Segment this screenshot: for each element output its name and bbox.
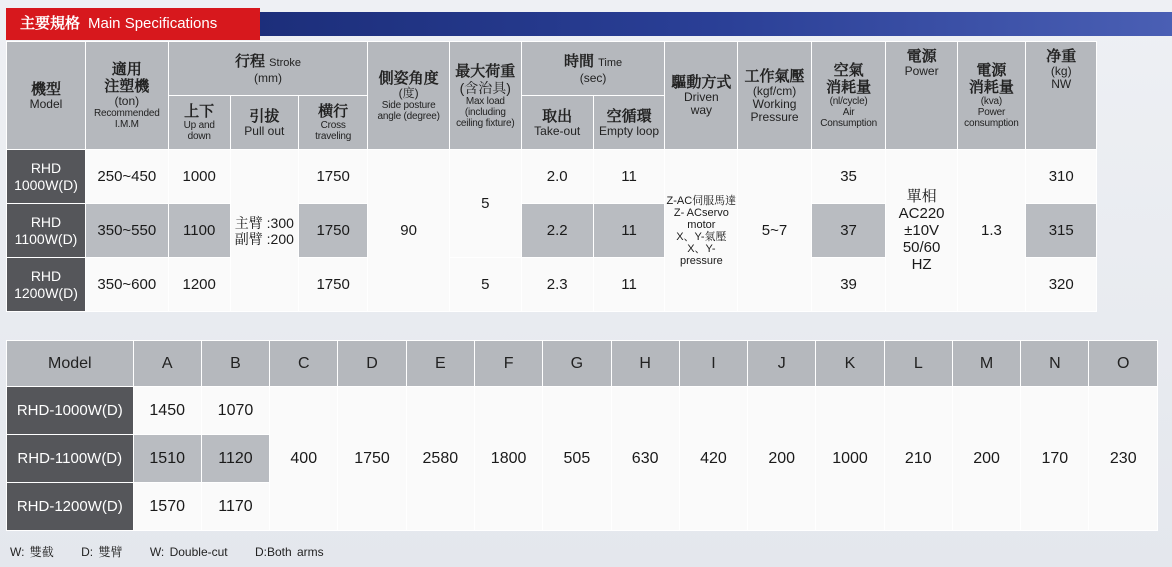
cell-power: 單相 AC220 ±10V 50/60 HZ [886,150,957,312]
dims-cell-e: 2580 [406,387,474,531]
cell-powercons: 1.3 [957,150,1025,312]
spec-header-row-1 [7,42,1158,96]
section-title [6,8,260,40]
cell-model: RHD 1100W(D) [7,204,86,258]
col-takeout [521,96,593,150]
col-updown-zh: 上下 [184,103,215,120]
cell-updown: 1000 [168,150,230,204]
col-angle-en: Side posture angle (degree) [377,99,440,122]
cell-takeout: 2.2 [521,204,593,258]
dims-col-m: M [952,341,1020,387]
cell-takeout: 2.3 [521,258,593,312]
dims-col-k: K [816,341,884,387]
col-nw-en: NW [1051,77,1072,91]
col-updown-en: Up and down [183,120,215,142]
dims-cell-k: 1000 [816,387,884,531]
cell-nw: 310 [1026,150,1097,204]
col-pullout-zh: 引拔 [249,107,280,125]
dims-cell-a: 1570 [133,483,201,531]
dims-cell-model: RHD-1100W(D) [7,435,134,483]
cell-angle: 90 [368,150,450,312]
col-time [521,42,665,96]
col-maxload-zh: 最大荷重 [455,62,516,80]
col-maxload-sub: (含治具) [459,79,511,96]
col-time-unit: (sec) [579,70,607,85]
cell-pullout: 主臂 :300 副臂 :200 [230,150,298,312]
dims-col-e: E [406,341,474,387]
cell-emptyloop: 11 [593,204,665,258]
col-powercons [957,42,1025,150]
col-takeout-zh: 取出 [542,107,573,125]
col-air-en: Air Consumption [820,107,877,129]
cell-air: 39 [811,258,886,312]
col-time-zh: 時間 [563,52,594,70]
col-nw-zh: 净重 [1046,48,1077,65]
cell-model: RHD 1200W(D) [7,258,86,312]
col-angle [368,42,450,150]
col-pressure [738,42,812,150]
dims-cell-o: 230 [1089,387,1158,531]
dims-cell-b: 1170 [201,483,269,531]
dims-col-d: D [338,341,406,387]
dims-row [7,387,1158,435]
col-pullout-en: Pull out [244,123,285,138]
cell-cross: 1750 [298,150,367,204]
col-imm [85,42,168,150]
section-header [0,8,1172,40]
dims-cell-d: 1750 [338,387,406,531]
col-pressure-unit: (kgf/cm) [752,83,797,98]
dims-col-i: I [679,341,747,387]
col-stroke-zh: 行程 [234,52,265,70]
cell-air: 35 [811,150,886,204]
col-cross-zh: 横行 [318,103,349,120]
col-takeout-en: Take-out [534,123,581,138]
col-air [811,42,886,150]
dims-cell-f: 1800 [474,387,542,531]
col-powercons-unit: (kva) [980,96,1003,107]
col-model-zh: 機型 [30,80,61,98]
dims-cell-b: 1120 [201,435,269,483]
cell-nw: 320 [1026,258,1097,312]
col-pressure-en: Working Pressure [750,96,799,124]
dims-col-model: Model [7,341,134,387]
header-accent-bar [250,12,1172,36]
col-imm-zh: 適用 注塑機 [104,61,150,95]
dims-col-c: C [270,341,338,387]
dims-col-f: F [474,341,542,387]
dims-cell-a: 1510 [133,435,201,483]
cell-imm: 250~450 [85,150,168,204]
col-emptyloop-zh: 空循環 [606,107,652,125]
spec-row [7,150,1158,204]
col-powercons-en: Power consumption [964,107,1019,129]
col-pullout [230,96,298,150]
col-air-unit: (nl/cycle) [829,96,868,107]
dims-cell-i: 420 [679,387,747,531]
col-angle-unit: (度) [398,85,419,100]
col-nw-unit: (kg) [1050,64,1072,78]
cell-emptyloop: 11 [593,150,665,204]
spec-table [6,41,1158,312]
dims-cell-model: RHD-1000W(D) [7,387,134,435]
col-angle-zh: 側姿角度 [378,69,439,87]
dims-col-o: O [1089,341,1158,387]
col-imm-unit: (ton) [114,94,140,108]
col-updown [168,96,230,150]
cell-cross: 1750 [298,204,367,258]
cell-model: RHD 1000W(D) [7,150,86,204]
dims-col-h: H [611,341,679,387]
col-driven [665,42,738,150]
section-title-en: Main Specifications [88,15,218,32]
footnote-d-zh: D: 雙臂 [81,545,123,559]
col-driven-en: Driven way [684,90,719,117]
dims-cell-j: 200 [748,387,816,531]
col-power [886,42,957,150]
dims-col-b: B [201,341,269,387]
dims-cell-a: 1450 [133,387,201,435]
col-air-zh: 空氣 消耗量 [826,62,872,96]
col-cross-en: Cross traveling [315,120,352,142]
dims-cell-l: 210 [884,387,952,531]
col-model [7,42,86,150]
col-stroke-unit: (mm) [253,70,282,85]
footnote-w-zh: W: 雙截 [10,545,54,559]
dims-header-row [7,341,1158,387]
dims-cell-b: 1070 [201,387,269,435]
cell-cross: 1750 [298,258,367,312]
dims-cell-n: 170 [1021,387,1089,531]
dims-col-n: N [1021,341,1089,387]
cell-pressure: 5~7 [738,150,812,312]
dims-cell-h: 630 [611,387,679,531]
footnote-d-en: D:Both arms [254,545,324,559]
col-imm-en: Recommended I.M.M [94,108,160,130]
col-model-en: Model [29,96,63,111]
dims-cell-g: 505 [543,387,611,531]
cell-emptyloop: 11 [593,258,665,312]
section-title-zh: 主要規格 [20,15,81,32]
col-power-zh: 電源 [906,48,937,65]
col-stroke [168,42,368,96]
cell-air: 37 [811,204,886,258]
cell-nw: 315 [1026,204,1097,258]
footnote-w-en: W: Double-cut [149,545,228,559]
dims-cell-c: 400 [270,387,338,531]
col-pressure-zh: 工作氣壓 [744,67,805,85]
cell-imm: 350~600 [85,258,168,312]
col-emptyloop-en: Empty loop [599,123,660,138]
cell-imm: 350~550 [85,204,168,258]
col-maxload [449,42,521,150]
dims-col-l: L [884,341,952,387]
col-emptyloop [593,96,665,150]
col-nw [1026,42,1097,150]
col-stroke-en: Stroke [269,56,301,69]
dims-col-j: J [748,341,816,387]
col-driven-zh: 驅動方式 [671,74,732,91]
cell-maxload: 5 [449,150,521,258]
dims-cell-m: 200 [952,387,1020,531]
col-time-en: Time [598,56,623,69]
dims-col-a: A [133,341,201,387]
col-maxload-en: Max load (including ceiling fixture) [456,95,515,129]
footnote [10,543,346,560]
col-cross [298,96,367,150]
cell-takeout: 2.0 [521,150,593,204]
dims-cell-model: RHD-1200W(D) [7,483,134,531]
col-power-en: Power [904,64,939,78]
cell-updown: 1100 [168,204,230,258]
dims-col-g: G [543,341,611,387]
col-powercons-zh: 電源 消耗量 [968,62,1014,96]
cell-maxload: 5 [449,258,521,312]
cell-driven: Z-AC伺服馬達 Z- ACservo motor X、Y-氣壓 X、Y- pressure [665,150,738,312]
cell-updown: 1200 [168,258,230,312]
dimensions-table [6,340,1158,531]
